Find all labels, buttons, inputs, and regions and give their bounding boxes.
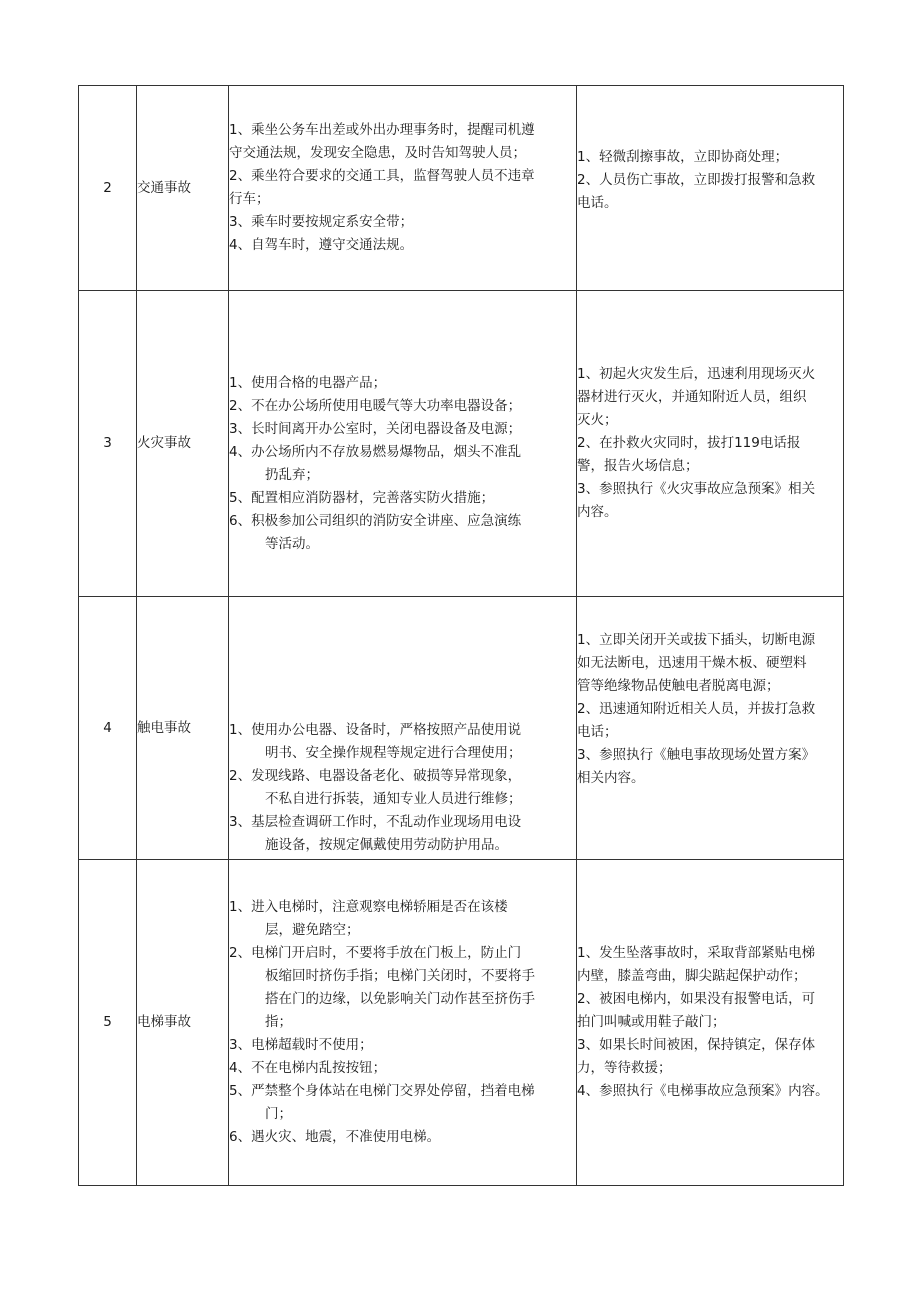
prevention-line: 等活动。 — [265, 535, 319, 552]
response-measures — [577, 597, 844, 860]
response-line: 1、轻微刮擦事故，立即协商处理； — [577, 149, 789, 165]
prevention-line: 施设备，按规定佩戴使用劳动防护用品。 — [265, 837, 508, 853]
row-number: 3 — [79, 291, 137, 597]
prevention-line: 6、遇火灾、地震，不准使用电梯。 — [229, 1129, 441, 1145]
response-line: 警，报告火场信息； — [577, 458, 699, 474]
prevention-measures — [229, 86, 577, 291]
prevention-line: 4、不在电梯内乱按按钮； — [229, 1060, 387, 1076]
prevention-line: 2、发现线路、电器设备老化、破损等异常现象， — [229, 768, 522, 784]
row-number: 5 — [79, 860, 137, 1186]
prevention-line: 板缩回时挤伤手指；电梯门关闭时，不要将手 — [265, 968, 535, 984]
response-line: 如无法断电，迅速用干燥木板、硬塑料 — [577, 655, 807, 671]
prevention-line: 门； — [265, 1106, 292, 1122]
prevention-line: 3、长时间离开办公室时，关闭电器设备及电源； — [229, 420, 522, 437]
response-line: 力，等待救援； — [577, 1060, 672, 1076]
prevention-line: 3、电梯超载时不使用； — [229, 1037, 373, 1053]
accident-type: 火灾事故 — [137, 291, 229, 597]
response-line: 器材进行灭火，并通知附近人员，组织 — [577, 389, 807, 405]
response-line: 相关内容。 — [577, 770, 645, 786]
prevention-line: 1、进入电梯时，注意观察电梯轿厢是否在该楼 — [229, 899, 508, 915]
response-line: 内壁，膝盖弯曲，脚尖踮起保护动作； — [577, 968, 807, 984]
response-line: 灭火； — [577, 412, 618, 428]
prevention-line: 4、自驾车时，遵守交通法规。 — [229, 237, 414, 253]
table-row — [79, 597, 844, 860]
response-line: 2、迅速通知附近相关人员，并拔打急救 — [577, 701, 816, 717]
accident-type: 触电事故 — [137, 597, 229, 860]
prevention-line: 明书、安全操作规程等规定进行合理使用； — [265, 745, 522, 761]
prevention-line: 6、积极参加公司组织的消防安全讲座、应急演练 — [229, 512, 522, 529]
table-row — [79, 86, 844, 291]
response-line: 3、如果长时间被困，保持镇定，保存体 — [577, 1037, 816, 1053]
prevention-line: 2、电梯门开启时，不要将手放在门板上，防止门 — [229, 945, 522, 961]
safety-table — [78, 85, 844, 1186]
response-line: 3、参照执行《触电事故现场处置方案》 — [577, 747, 816, 763]
response-line: 管等绝缘物品使触电者脱离电源； — [577, 678, 780, 694]
prevention-line: 5、严禁整个身体站在电梯门交界处停留，挡着电梯 — [229, 1083, 535, 1099]
prevention-line: 搭在门的边缘，以免影响关门动作甚至挤伤手 — [265, 991, 535, 1007]
prevention-line: 3、基层检查调研工作时，不乱动作业现场用电设 — [229, 814, 522, 830]
response-measures — [577, 860, 844, 1186]
response-line: 4、参照执行《电梯事故应急预案》内容。 — [577, 1083, 829, 1099]
table-row — [79, 860, 844, 1186]
response-line: 2、人员伤亡事故，立即拨打报警和急救 — [577, 172, 816, 188]
prevention-measures — [229, 291, 577, 597]
prevention-line: 1、使用办公电器、设备时，严格按照产品使用说 — [229, 722, 522, 738]
prevention-measures — [229, 597, 577, 860]
response-measures — [577, 86, 844, 291]
row-number: 2 — [79, 86, 137, 291]
response-line: 电话。 — [577, 195, 618, 211]
response-line: 3、参照执行《火灾事故应急预案》相关 — [577, 481, 816, 497]
prevention-line: 不私自进行拆装，通知专业人员进行维修； — [265, 791, 522, 807]
row-number: 4 — [79, 597, 137, 860]
prevention-line: 指； — [265, 1014, 292, 1030]
prevention-line: 1、使用合格的电器产品； — [229, 374, 387, 391]
prevention-line: 5、配置相应消防器材，完善落实防火措施； — [229, 489, 495, 506]
response-line: 1、发生坠落事故时，采取背部紧贴电梯 — [577, 945, 816, 961]
response-line: 1、立即关闭开关或拔下插头，切断电源 — [577, 632, 816, 648]
table-row — [79, 291, 844, 597]
response-line: 2、被困电梯内，如果没有报警电话，可 — [577, 991, 816, 1007]
accident-type: 电梯事故 — [137, 860, 229, 1186]
prevention-line: 3、乘车时要按规定系安全带； — [229, 214, 414, 230]
response-line: 2、在扑救火灾同时，拔打119电话报 — [577, 435, 801, 451]
prevention-line: 扔乱弃； — [265, 466, 319, 483]
response-measures — [577, 291, 844, 597]
prevention-line: 层，避免踏空； — [265, 922, 360, 938]
prevention-measures — [229, 860, 577, 1186]
prevention-line: 守交通法规，发现安全隐患，及时告知驾驶人员； — [229, 145, 526, 161]
prevention-line: 2、乘坐符合要求的交通工具，监督驾驶人员不违章 — [229, 168, 535, 184]
response-line: 内容。 — [577, 504, 618, 520]
prevention-line: 行车； — [229, 191, 270, 207]
prevention-line: 1、乘坐公务车出差或外出办理事务时，提醒司机遵 — [229, 122, 535, 138]
response-line: 电话； — [577, 724, 618, 740]
response-line: 拍门叫喊或用鞋子敲门； — [577, 1014, 726, 1030]
accident-type: 交通事故 — [137, 86, 229, 291]
prevention-line: 2、不在办公场所使用电暖气等大功率电器设备； — [229, 397, 522, 414]
response-line: 1、初起火灾发生后，迅速利用现场灭火 — [577, 366, 816, 382]
prevention-line: 4、办公场所内不存放易燃易爆物品，烟头不准乱 — [229, 443, 522, 460]
